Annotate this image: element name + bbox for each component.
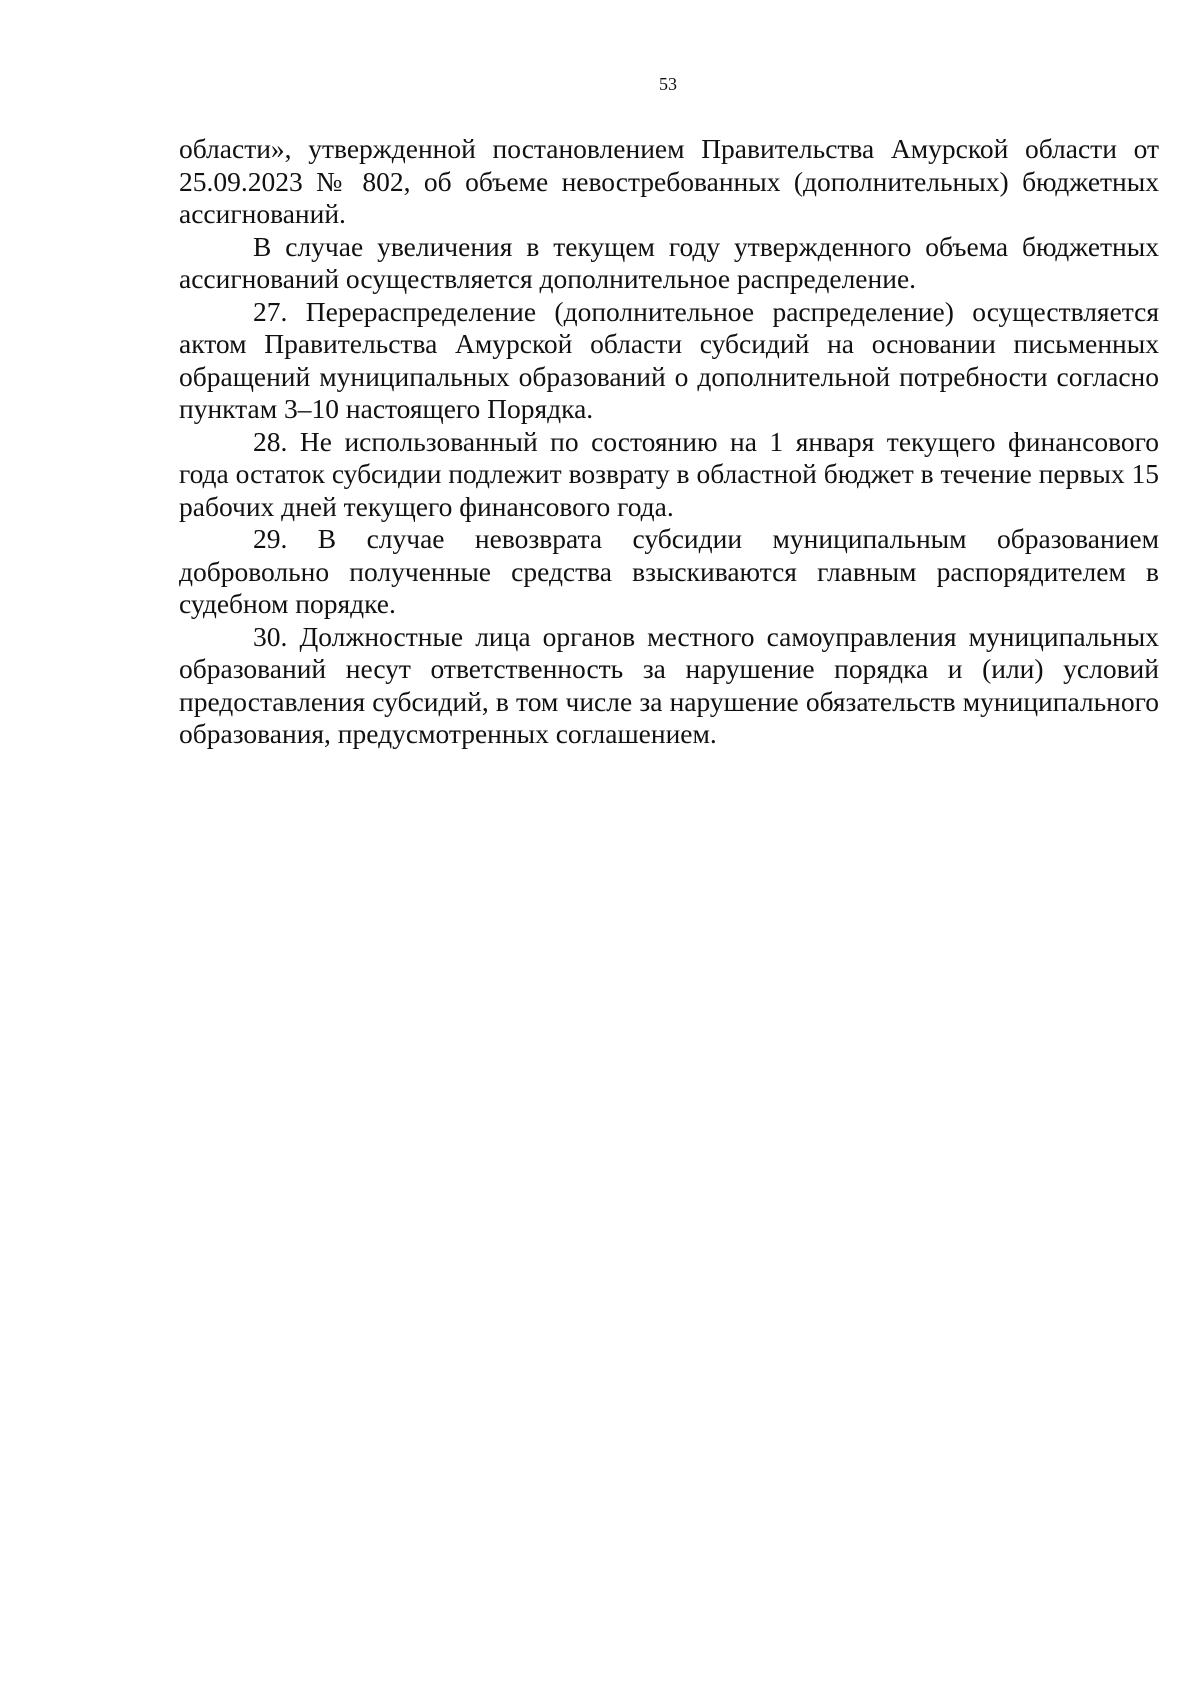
paragraph-28: 28. Не использованный по состоянию на 1 января текущего финансового года остаток субсидии подлежит возврату в областной бюджет в течение первых 15 рабочих дней текущего финансового года. (179, 425, 1159, 522)
paragraph-budget-increase: В случае увеличения в текущем году утвержденного объема бюджетных ассигнований осуществляется дополнительное распределение. (179, 230, 1159, 294)
page-number: 53 (659, 74, 677, 94)
paragraph-27: 27. Перераспределение (дополнительное распределение) осуществляется актом Правительства Амурской области субсидий на основании письменных обращений муниципальных образований о дополнительной потребности согласно пунктам 3–10 настоящего Порядка. (179, 295, 1159, 424)
paragraph-30: 30. Должностные лица органов местного самоуправления муниципальных образований несут ответственность за нарушение порядка и (или) условий предоставления субсидий, в том числе за нарушение обязательств муниципального образования, предусмотренных соглашением. (179, 620, 1159, 749)
paragraph-continuation: области», утвержденной постановлением Правительства Амурской области от 25.09.2023 № 802, об объеме невостребованных (дополнительных) бюджетных ассигнований. (179, 133, 1159, 229)
paragraph-29: 29. В случае невозврата субсидии муниципальным образованием добровольно полученные средства взыскиваются главным распорядителем в судебном порядке. (179, 523, 1159, 619)
document-body (179, 133, 1159, 751)
